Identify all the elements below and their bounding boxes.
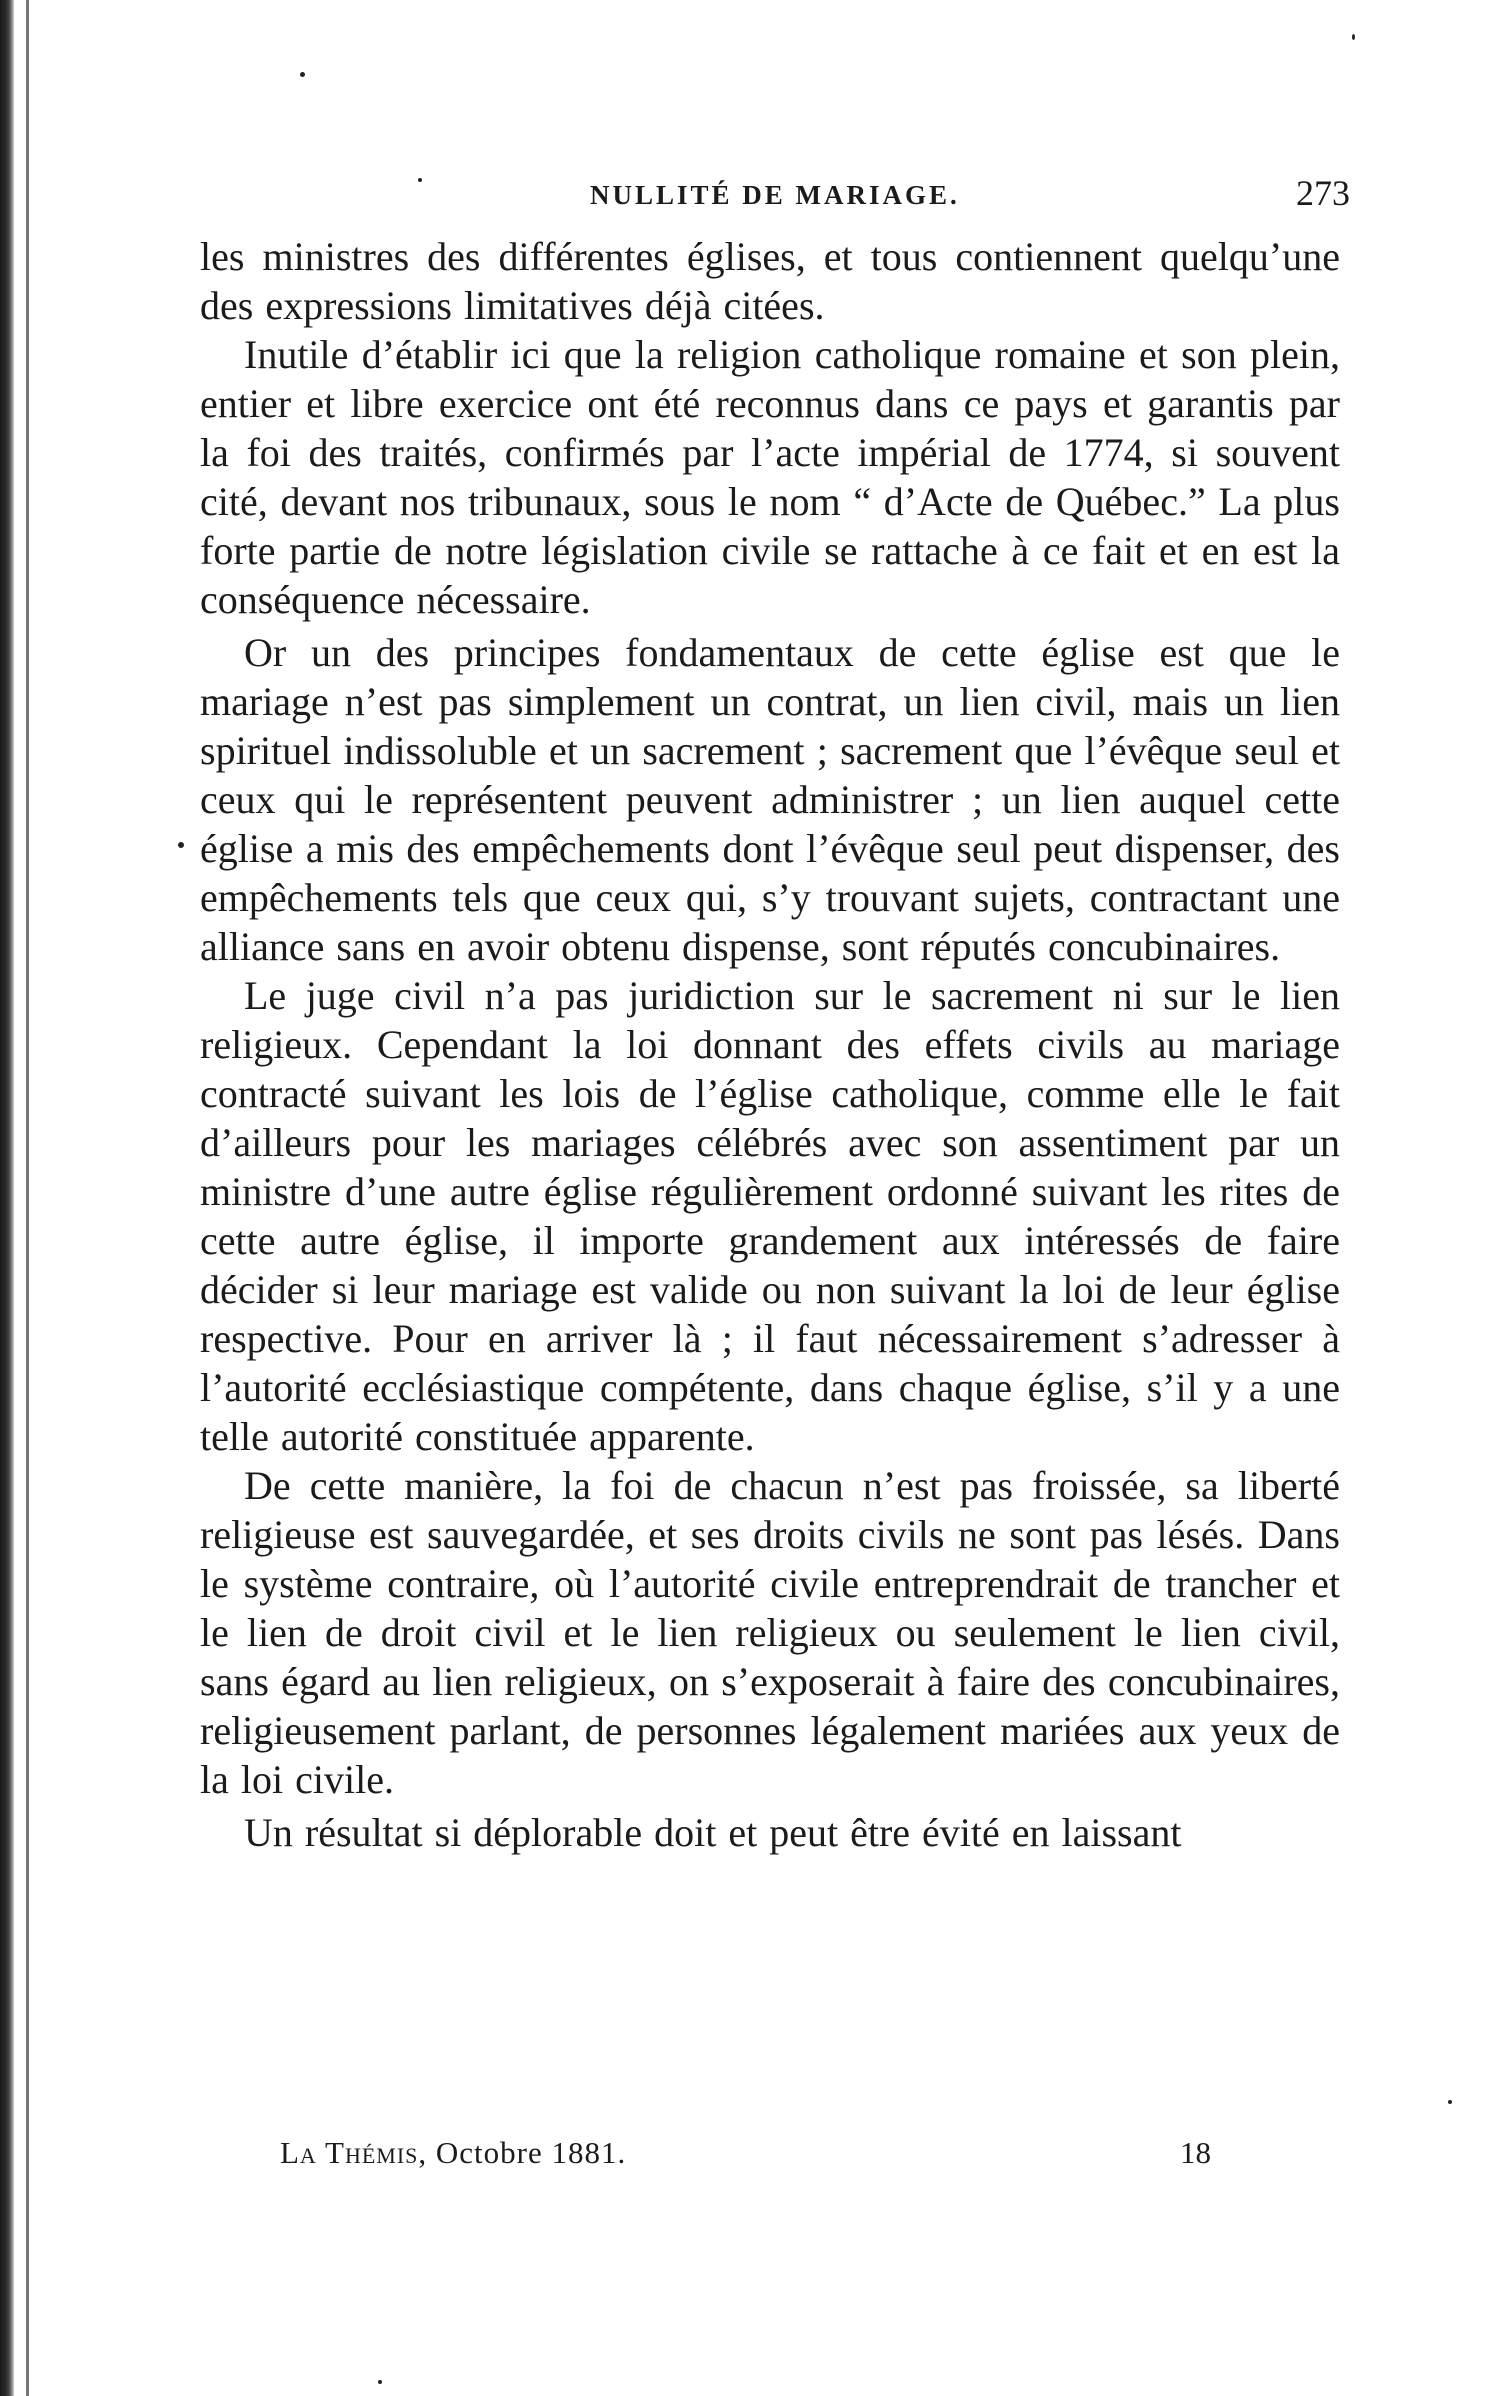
running-title: NULLITÉ DE MARIAGE. [590,180,960,210]
journal-name: La Thémis [280,2135,419,2170]
journal-issue: , Octobre 1881. [418,2135,627,2170]
journal-signature [280,2135,626,2171]
paragraph-4: Le juge civil n’a pas juridiction sur le sacrement ni sur le lien religieux. Cependant la loi donnant des effets civils au mariage contracté suivant les lois de l’église catholique, comme elle le fait d’ailleurs pour les mariages célébrés avec son assentiment par un ministre d’une autre église régulièrement ordonné suivant les rites de cette autre église, il importe grandement aux intéressés de faire décider si leur mariage est valide ou non suivant la loi de leur église respective. Pour en arriver là ; il faut nécessairement s’adresser à l’autorité ecclésiastique compétente, dans chaque église, s’il y a une telle autorité constituée apparente. [200,973,1340,1459]
print-speck [418,178,422,182]
page-footer [200,2135,1350,2179]
print-speck [1352,34,1355,40]
paragraph-2: Inutile d’établir ici que la religion catholique romaine et son plein, entier et libre exercice ont été reconnus dans ce pays et garantis par la foi des traités, confirmés par l’acte impérial de 1774, si souvent cité, devant nos tribunaux, sous le nom “ d’Acte de Québec.” La plus forte partie de notre législation civile se rattache à ce fait et en est la conséquence nécessaire. [200,332,1340,622]
page-binding-line [26,0,29,2396]
print-speck [178,842,184,848]
print-speck [1448,2100,1452,2104]
page-binding-edge [0,0,14,2396]
paragraph-3: Or un des principes fondamentaux de cette église est que le mariage n’est pas simplement un contrat, un lien civil, mais un lien spirituel indissoluble et un sacrement ; sacrement que l’évêque seul et ceux qui le représentent peuvent administrer ; un lien auquel cette église a mis des empêchements dont l’évêque seul peut dispenser, des empêchements tels que ceux qui, s’y trouvant sujets, contractant une alliance sans en avoir obtenu dispense, sont réputés concubinaires. [200,630,1340,969]
print-speck [300,72,305,77]
sheet-number: 18 [1180,2135,1211,2170]
paragraph-6: Un résultat si déplorable doit et peut être évité en laissant [244,1810,1182,1855]
body-text [200,232,1340,1857]
paragraph-1: les ministres des différentes églises, et tous contiennent quelqu’une des expressions limitatives déjà citées. [200,234,1340,328]
paragraph-5: De cette manière, la foi de chacun n’est pas froissée, sa liberté religieuse est sauvegardée, et ses droits civils ne sont pas lésés. Dans le système contraire, où l’autorité civile entreprendrait de trancher et le lien de droit civil et le lien religieux ou seulement le lien civil, sans égard au lien religieux, on s’exposerait à faire des concubinaires, religieusement parlant, de personnes légalement mariées aux yeux de la loi civile. [200,1463,1340,1802]
print-speck [378,2380,382,2384]
page-number: 273 [1296,173,1350,213]
page-header [200,172,1350,222]
